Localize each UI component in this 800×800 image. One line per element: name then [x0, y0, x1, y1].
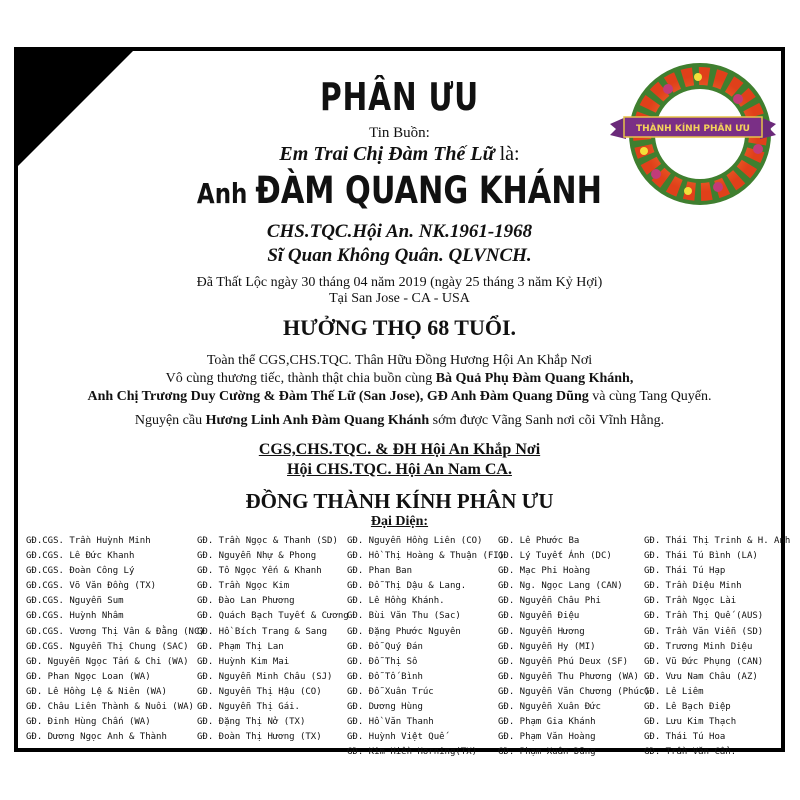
list-item: GĐ. Phạm Thị Lan — [197, 641, 284, 652]
family-column — [498, 534, 650, 760]
family-column — [197, 534, 349, 745]
list-item: GĐ. Phan Ngọc Loan (WA) — [26, 671, 151, 682]
name-prefix: Anh — [196, 177, 256, 210]
list-item: GĐ. Mạc Phi Hoàng — [498, 566, 591, 577]
list-item: GĐ. Đỗ Xuân Trúc — [347, 686, 434, 697]
list-item: GĐ. Dương Ngọc Anh & Thành — [26, 732, 167, 743]
p3-bold: Anh Chị Trương Duy Cường & Đàm Thế Lữ (San Jose), GĐ Anh Đàm Quang Dũng — [87, 389, 589, 404]
list-item: GĐ. Nguyễn Xuân Đức — [498, 702, 601, 713]
list-item: GĐ. Lê Liêm — [644, 686, 704, 697]
list-item: GĐ. Nguyễn Hy (MI) — [498, 641, 596, 652]
org-line-2: Hội CHS.TQC. Hội An Nam CA. — [287, 461, 512, 478]
list-item: GĐ.CGS. Đoàn Công Lý — [26, 566, 135, 577]
p3-text: và cùng Tang Quyến. — [588, 389, 712, 404]
list-item: GĐ. Đặng Phước Nguyên — [347, 626, 461, 637]
list-item: GĐ.CGS. Trần Huỳnh Minh — [26, 536, 151, 546]
list-item: GĐ. Thái Thị Trinh & H. Anh — [644, 536, 791, 546]
p4-text-a: Nguyện cầu — [134, 413, 206, 428]
list-item: GĐ. Lê Hồng Lệ & Niên (WA) — [26, 686, 167, 697]
list-item: GĐ. Trần Ngọc Lài — [644, 596, 737, 607]
list-item: GĐ. Kim Hiền Horning(TX) — [347, 747, 478, 758]
family-list — [26, 534, 791, 758]
list-item: GĐ. Đỗ Thị Sô — [347, 656, 418, 667]
list-item: GĐ. Đoàn Thị Hương (TX) — [197, 732, 322, 743]
dai-dien-label: Đại Diện: — [370, 514, 429, 529]
list-item: GĐ. Tô Ngọc Yến & Khanh — [197, 566, 322, 577]
p2-bold: Bà Quả Phụ Đàm Quang Khánh, — [435, 371, 634, 386]
org-line-1: CGS,CHS.TQC. & ĐH Hội An Khắp Nơi — [258, 441, 541, 458]
list-item: GĐ. Ng. Ngọc Lang (CAN) — [498, 581, 623, 592]
list-item: GĐ. Đào Lan Phương — [197, 596, 295, 607]
list-item: GĐ. Nguyễn Ngọc Tấn & Chi (WA) — [26, 656, 189, 667]
list-item: GĐ.CGS. Võ Văn Đồng (TX) — [26, 581, 157, 592]
list-item: GĐ. Nguyễn Hồng Liên (CO) — [347, 536, 483, 546]
family-column — [644, 534, 790, 760]
list-item: GĐ. Châu Liên Thành & Nuôi (WA) — [26, 702, 194, 713]
family-column — [347, 534, 504, 760]
page-title: PHÂN ƯU — [320, 75, 479, 119]
dong-thanh-heading: ĐỒNG THÀNH KÍNH PHÂN ƯU — [245, 489, 554, 513]
paragraph-3 — [18, 389, 781, 405]
list-item: GĐ.CGS. Nguyễn Sum — [26, 596, 124, 607]
list-item: GĐ. Vưu Nam Châu (AZ) — [644, 671, 758, 682]
list-item: GĐ. Lý Tuyết Ánh (DC) — [498, 551, 612, 562]
p4-text-c: sớm được Vãng Sanh nơi cõi Vĩnh Hằng. — [429, 413, 665, 428]
name-text: ĐÀM QUANG KHÁNH — [255, 169, 603, 212]
list-item: GĐ. Hồ Thị Hoàng & Thuận (FI) — [347, 551, 505, 562]
list-item: GĐ. Quách Bạch Tuyết & Cương — [197, 611, 349, 622]
list-item: GĐ.CGS. Nguyễn Thị Chung (SAC) — [26, 641, 189, 652]
list-item: GĐ. Trương Minh Diệu — [644, 641, 753, 652]
list-item: GĐ. Nguyễn Hương — [498, 626, 585, 637]
list-item: GĐ. Nguyễn Phú Deux (SF) — [498, 656, 629, 667]
list-item: GĐ. Nguyễn Nhự & Phong — [197, 551, 317, 562]
list-item: GĐ. Trần Diệu Minh — [644, 581, 742, 592]
list-item: GĐ. Bùi Văn Thu (Sac) — [347, 611, 461, 622]
place-line: Tại San Jose - CA - USA — [329, 291, 470, 306]
family-column — [26, 534, 205, 745]
notice-frame — [14, 47, 791, 758]
list-item: GĐ. Thái Tú Hạp — [644, 566, 726, 577]
list-item: GĐ.CGS. Huỳnh Nhâm — [26, 611, 124, 622]
list-item: GĐ. Trần Ngọc Kim — [197, 581, 290, 592]
tin-buon: Tin Buồn: — [369, 125, 430, 141]
list-item: GĐ. Huỳnh Việt Quế — [347, 732, 445, 743]
p4-bold: Hương Linh Anh Đàm Quang Khánh — [205, 413, 430, 428]
relation-suffix: là: — [494, 143, 520, 165]
paragraph-1: Toàn thể CGS,CHS.TQC. Thân Hữu Đồng Hương Hội An Khắp Nơi — [206, 353, 593, 368]
list-item: GĐ. Lê Bạch Điệp — [644, 702, 731, 713]
deceased-name — [87, 169, 713, 212]
list-item: GĐ. Thái Tú Hoa — [644, 732, 726, 743]
list-item: GĐ. Hồ Bích Trang & Sang — [197, 626, 328, 637]
list-item: GĐ. Nguyễn Thu Phương (WA) — [498, 671, 639, 682]
military-line: Sĩ Quan Không Quân. QLVNCH. — [267, 245, 532, 266]
list-item: GĐ. Dương Hùng — [347, 702, 423, 713]
list-item: GĐ. Trần Ngọc & Thanh (SD) — [197, 536, 338, 546]
relation-text: Em Trai Chị Đàm Thế Lữ — [279, 143, 495, 165]
list-item: GĐ. Phạm Gia Khánh — [498, 717, 596, 728]
list-item: GĐ. Lê Phước Ba — [498, 536, 580, 546]
age-line: HƯỞNG THỌ 68 TUỔI. — [282, 315, 517, 340]
school-line: CHS.TQC.Hội An. NK.1961-1968 — [266, 221, 533, 242]
list-item: GĐ. Vũ Đức Phụng (CAN) — [644, 656, 764, 667]
date-line: Đã Thất Lộc ngày 30 tháng 04 năm 2019 (ngày 25 tháng 3 năm Kỷ Hợi) — [196, 275, 603, 290]
list-item: GĐ.CGS. Lê Đức Khanh — [26, 551, 135, 562]
list-item: GĐ. Huỳnh Kim Mai — [197, 656, 290, 667]
list-item: GĐ. Nguyễn Thị Hậu (CO) — [197, 686, 322, 697]
list-item: GĐ. Lê Hồng Khánh. — [347, 596, 445, 607]
relation-line — [18, 143, 781, 166]
list-item: GĐ. Phạm Văn Hoàng — [498, 732, 596, 743]
list-item: GĐ. Lưu Kim Thạch — [644, 717, 737, 728]
p2-text: Vô cùng thương tiếc, thành thật chia buồn cùng — [165, 371, 436, 386]
list-item: GĐ. Nguyễn Châu Phi — [498, 596, 601, 607]
paragraph-4 — [18, 413, 781, 429]
list-item: GĐ. Phạm Xuân Dũng — [498, 747, 596, 758]
paragraph-2 — [18, 371, 781, 387]
list-item: GĐ. Đinh Hùng Chấn (WA) — [26, 717, 151, 728]
list-item: GĐ. Trần Văn Cẩn. — [644, 747, 737, 758]
wreath-ribbon-text: THÀNH KÍNH PHÂN ƯU — [636, 124, 750, 134]
list-item: GĐ. Phan Ban — [347, 566, 413, 577]
list-item: GĐ.CGS. Vương Thị Vân & Đằng (NC) — [26, 626, 205, 637]
list-item: GĐ. Đỗ Tố Bình — [347, 671, 423, 682]
list-item: GĐ. Đặng Thị Nở (TX) — [197, 717, 306, 728]
list-item: GĐ. Nguyễn Điệu — [498, 611, 580, 622]
list-item: GĐ. Hồ Văn Thanh — [347, 717, 434, 728]
list-item: GĐ. Đỗ Thị Dậu & Lang. — [347, 581, 467, 592]
list-item: GĐ. Trần Thị Quế (AUS) — [644, 611, 764, 622]
list-item: GĐ. Trần Văn Viễn (SD) — [644, 626, 764, 637]
list-item: GĐ. Nguyễn Minh Châu (SJ) — [197, 671, 333, 682]
list-item: GĐ. Thái Tú Bình (LA) — [644, 551, 758, 562]
list-item: GĐ. Nguyễn Thị Gái. — [197, 702, 300, 713]
list-item: GĐ. Đỗ Quý Đán — [347, 641, 423, 652]
list-item: GĐ. Nguyễn Văn Chương (Phúc) — [498, 686, 650, 697]
